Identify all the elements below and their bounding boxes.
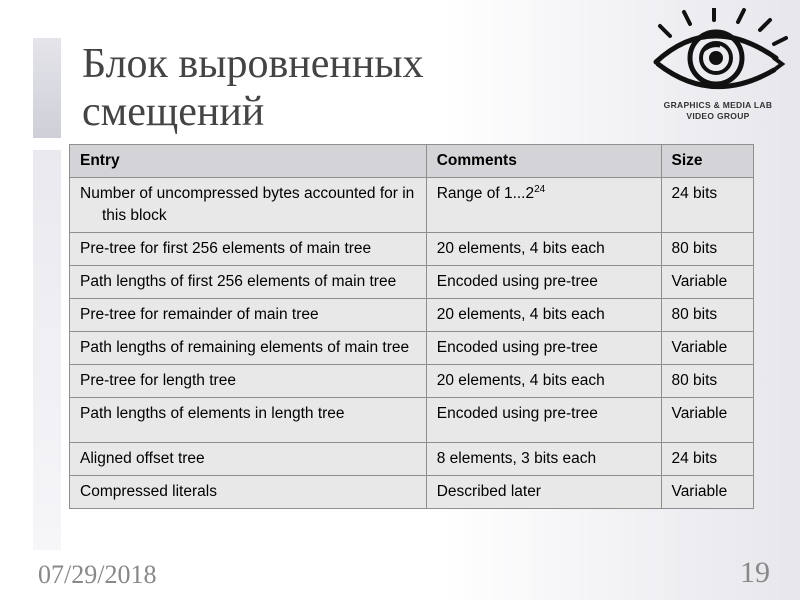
header-entry: Entry bbox=[70, 145, 427, 178]
cell-entry-text: Number of uncompressed bytes accounted for in this block bbox=[80, 185, 415, 224]
logo-caption bbox=[650, 100, 786, 122]
cell-size: Variable bbox=[661, 266, 754, 299]
cell-entry-text: Path lengths of elements in length tree bbox=[80, 405, 345, 422]
data-table-container bbox=[69, 144, 754, 509]
data-table bbox=[69, 144, 754, 509]
slide-date: 07/29/2018 bbox=[38, 560, 157, 589]
table-row bbox=[70, 443, 754, 476]
cell-entry-text: Aligned offset tree bbox=[80, 450, 205, 467]
logo-text-line-1: GRAPHICS & MEDIA LAB bbox=[663, 100, 773, 110]
table-row bbox=[70, 266, 754, 299]
cell-entry bbox=[70, 476, 427, 509]
cell-size: Variable bbox=[661, 332, 754, 365]
table-row bbox=[70, 233, 754, 266]
cell-entry-text: Pre-tree for remainder of main tree bbox=[80, 306, 319, 323]
cell-size: 24 bits bbox=[661, 443, 754, 476]
cell-size: Variable bbox=[661, 476, 754, 509]
cell-size: 80 bits bbox=[661, 365, 754, 398]
cell-entry-text: Pre-tree for first 256 elements of main tree bbox=[80, 240, 372, 257]
cell-comment: Encoded using pre-tree bbox=[426, 332, 661, 365]
header-comments: Comments bbox=[426, 145, 661, 178]
cell-entry bbox=[70, 398, 427, 443]
table-row bbox=[70, 299, 754, 332]
cell-size: 24 bits bbox=[661, 178, 754, 233]
cell-comment: 20 elements, 4 bits each bbox=[426, 233, 661, 266]
table-header-row bbox=[70, 145, 754, 178]
cell-size: Variable bbox=[661, 398, 754, 443]
cell-entry bbox=[70, 443, 427, 476]
cell-entry-text: Path lengths of first 256 elements of main tree bbox=[80, 273, 397, 290]
cell-comment-exponent: 24 bbox=[534, 183, 546, 195]
table-row bbox=[70, 178, 754, 233]
table-row bbox=[70, 365, 754, 398]
cell-entry bbox=[70, 233, 427, 266]
cell-entry-text: Compressed literals bbox=[80, 483, 217, 500]
decorative-bar-bottom bbox=[33, 150, 61, 550]
cell-entry-text: Pre-tree for length tree bbox=[80, 372, 236, 389]
table-row bbox=[70, 476, 754, 509]
decorative-bar-top bbox=[33, 38, 61, 138]
header-size: Size bbox=[661, 145, 754, 178]
cell-comment: Encoded using pre-tree bbox=[426, 398, 661, 443]
cell-comment: 20 elements, 4 bits each bbox=[426, 365, 661, 398]
cell-entry bbox=[70, 266, 427, 299]
slide-title bbox=[82, 40, 424, 136]
cell-comment: 20 elements, 4 bits each bbox=[426, 299, 661, 332]
cell-comment bbox=[426, 178, 661, 233]
cell-comment-text: Range of 1...2 bbox=[436, 185, 535, 202]
cell-entry bbox=[70, 365, 427, 398]
table-row bbox=[70, 398, 754, 443]
cell-comment: Encoded using pre-tree bbox=[426, 266, 661, 299]
cell-size: 80 bits bbox=[661, 299, 754, 332]
cell-entry bbox=[70, 299, 427, 332]
cell-comment: Described later bbox=[426, 476, 661, 509]
slide-page-number: 19 bbox=[740, 556, 770, 589]
slide-title-line-2: смещений bbox=[82, 89, 265, 135]
slide-title-line-1: Блок выровненных bbox=[82, 41, 424, 87]
cell-comment: 8 elements, 3 bits each bbox=[426, 443, 661, 476]
cell-entry-text: Path lengths of remaining elements of main tree bbox=[80, 339, 410, 356]
logo-text-line-2: VIDEO GROUP bbox=[686, 111, 750, 121]
cell-entry bbox=[70, 332, 427, 365]
cell-entry bbox=[70, 178, 427, 233]
table-row bbox=[70, 332, 754, 365]
cell-size: 80 bits bbox=[661, 233, 754, 266]
